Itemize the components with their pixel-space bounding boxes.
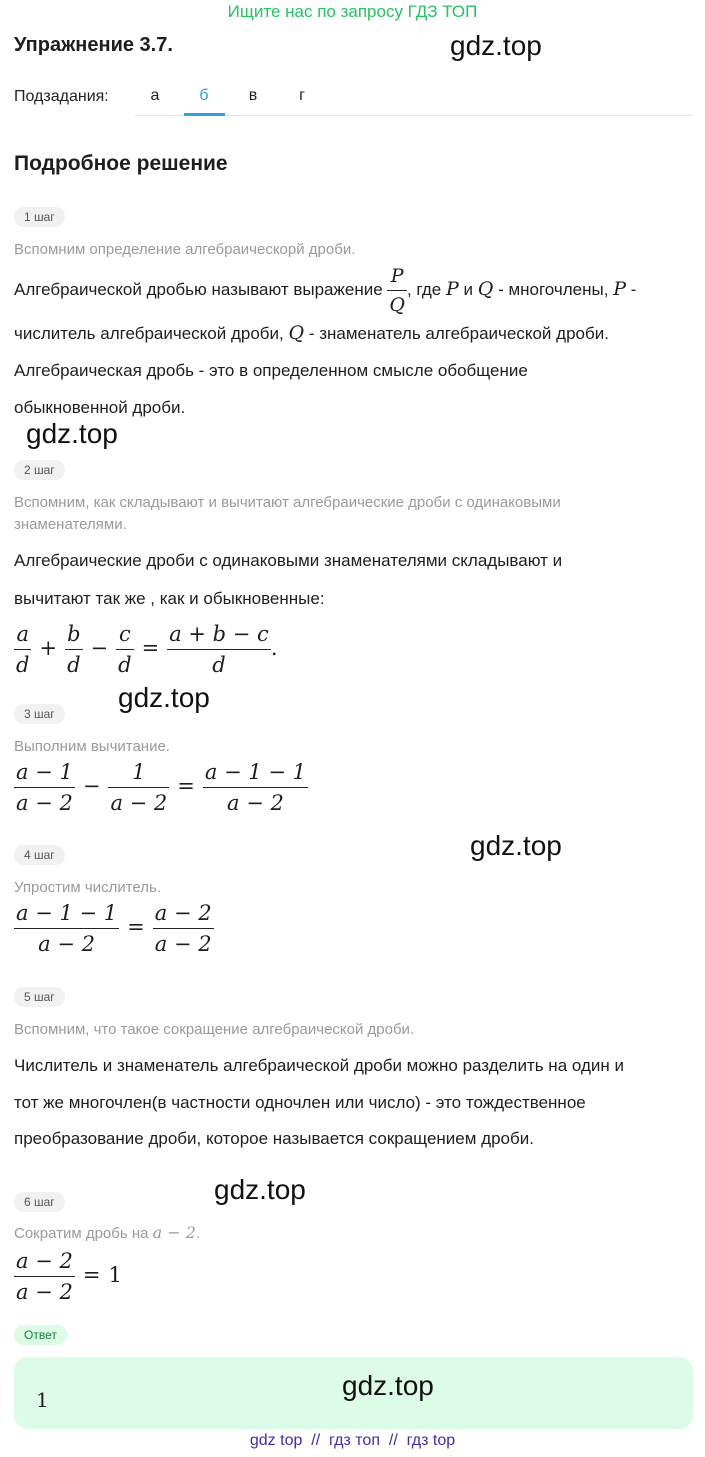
definition-line-2 [14, 322, 609, 344]
fraction-numerator: a − 2 [16, 1249, 73, 1273]
active-tab-indicator [184, 113, 225, 116]
result-value: 1 [108, 1263, 122, 1287]
definition-text: Алгебраической дробью называют выражение [14, 279, 383, 299]
reduction-line-2: тот же многочлен(в частности одночлен или число) - это тождественное [14, 1093, 586, 1112]
subtask-tab-a[interactable]: а [150, 87, 160, 104]
hint-text: Сократим дробь на [14, 1225, 149, 1242]
fraction-numerator: c [118, 622, 131, 646]
fraction-denominator: d [16, 653, 30, 677]
math-var: P [445, 277, 459, 300]
formula-subtraction [14, 760, 308, 815]
operator: = [82, 1263, 101, 1287]
fraction-denominator: a − 2 [154, 932, 212, 956]
fraction-denominator: a − 2 [16, 791, 73, 815]
math-var: Q [477, 277, 494, 300]
definition-text: , где [406, 279, 442, 299]
fraction-numerator: a − 1 [16, 760, 73, 784]
math-var: P [613, 277, 626, 300]
fraction-numerator: P [390, 265, 404, 287]
definition-text: - многочлены, [498, 279, 609, 299]
definition-line-4: обыкновенной дроби. [14, 398, 186, 417]
answer-value: 1 [36, 1388, 49, 1412]
math-var: Q [288, 322, 305, 344]
definition-text: и [463, 279, 474, 299]
watermark: gdz.top [26, 418, 118, 449]
watermark: gdz.top [118, 682, 210, 713]
hint-text: . [195, 1225, 201, 1242]
page-title: Упражнение 3.7. [14, 34, 173, 56]
punctuation: . [270, 636, 278, 660]
fraction-numerator: 1 [132, 760, 146, 784]
operator: = [177, 774, 195, 798]
search-banner: Ищите нас по запросу ГДЗ ТОП [227, 2, 478, 21]
fraction-numerator: a − 1 − 1 [16, 901, 118, 925]
step-hint: Вспомним, что такое сокращение алгебраической дроби. [14, 1021, 415, 1038]
step-hint: Выполним вычитание. [14, 738, 170, 755]
formula-simplify [14, 901, 214, 956]
watermark: gdz.top [470, 830, 562, 861]
watermark: gdz.top [450, 30, 542, 61]
definition-line [14, 265, 636, 316]
step-hint: Вспомним определение алгебраическорй дроби. [14, 241, 356, 258]
operator: − [82, 774, 101, 798]
section-title: Подробное решение [14, 152, 228, 175]
fraction-denominator: a − 2 [227, 791, 284, 815]
definition-text: числитель алгебраической дроби, [14, 324, 284, 343]
watermark: gdz.top [214, 1174, 306, 1205]
fraction-numerator: a + b − c [169, 622, 269, 646]
operator: + [39, 636, 58, 660]
operator: = [141, 636, 160, 660]
footer-links[interactable]: gdz top // гдз топ // гдз top [249, 1432, 456, 1449]
rule-line-1: Алгебраические дроби с одинаковыми знаменателями складывают и [14, 551, 563, 570]
fraction-p-q [387, 265, 407, 316]
step-badge: 6 шаг [14, 1192, 65, 1212]
fraction-denominator: d [118, 653, 132, 677]
fraction-numerator: a − 2 [154, 901, 212, 925]
definition-line-3: Алгебраическая дробь - это в определенном смысле обобщение [14, 361, 528, 380]
fraction-denominator: a − 2 [38, 932, 95, 956]
step-hint [14, 1222, 200, 1245]
formula-add-subtract [14, 622, 278, 677]
definition-text: - знаменатель алгебраической дроби. [308, 324, 609, 343]
definition-text: - [630, 279, 637, 299]
subtasks-label: Подзадания: [14, 88, 109, 105]
reduction-line-1: Числитель и знаменатель алгебраической дроби можно разделить на один и [14, 1056, 624, 1075]
subtask-tab-v[interactable]: в [248, 87, 258, 104]
formula-reduce [14, 1249, 122, 1304]
reduction-line-3: преобразование дроби, которое называется сокращением дроби. [14, 1129, 534, 1148]
fraction-denominator: a − 2 [110, 791, 168, 815]
answer-badge: Ответ [14, 1325, 67, 1345]
step-badge: 2 шаг [14, 460, 65, 480]
fraction-denominator: a − 2 [16, 1280, 73, 1304]
operator: = [127, 915, 145, 939]
watermark: gdz.top [342, 1370, 434, 1401]
step-badge: 5 шаг [14, 987, 65, 1007]
fraction-denominator: d [67, 653, 81, 677]
fraction-numerator: a [16, 622, 29, 646]
step-badge: 3 шаг [14, 704, 65, 724]
fraction-numerator: b [67, 622, 81, 646]
step-badge: 4 шаг [14, 845, 65, 865]
step-hint: Вспомним, как складывают и вычитают алгебраические дроби с одинаковыми знаменателями. [14, 494, 561, 533]
subtask-tab-b[interactable]: б [199, 87, 209, 104]
fraction-denominator: d [212, 653, 226, 677]
operator: − [90, 636, 109, 660]
step-hint: Упростим числитель. [14, 879, 161, 896]
rule-line-2: вычитают так же , как и обыкновенные: [14, 589, 325, 608]
subtask-tab-g[interactable]: г [299, 87, 305, 104]
fraction-denominator: Q [389, 294, 405, 316]
fraction-numerator: a − 1 − 1 [204, 760, 307, 784]
hint-math: a − 2 [152, 1223, 196, 1242]
step-badge: 1 шаг [14, 207, 65, 227]
